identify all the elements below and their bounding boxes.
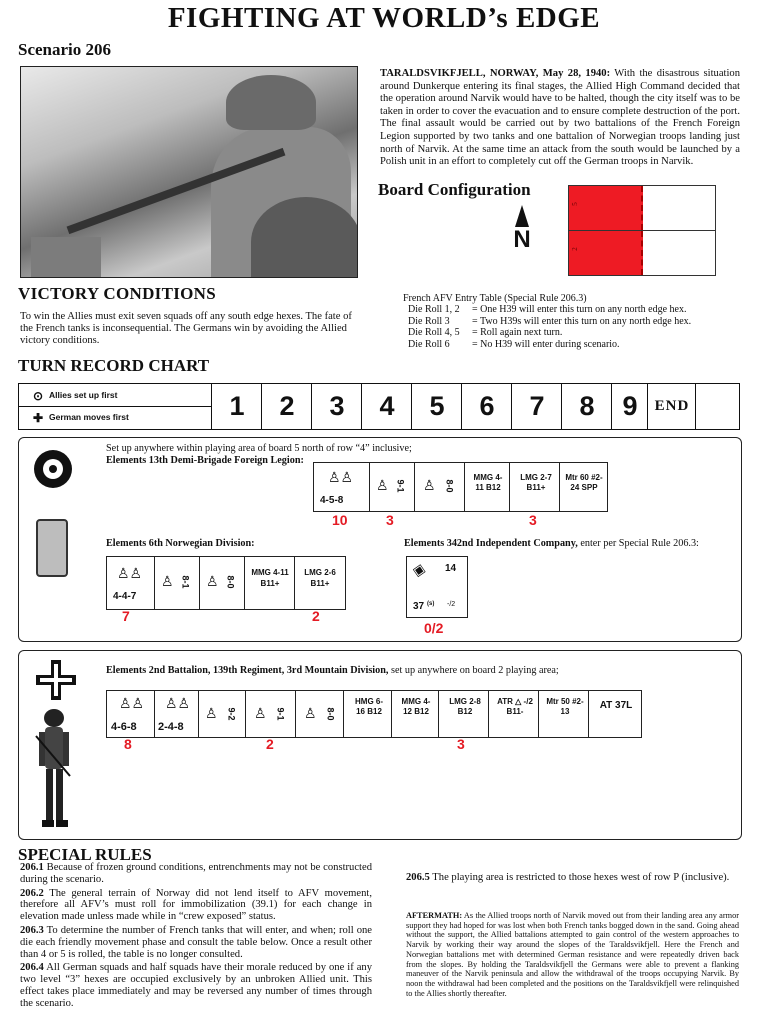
page-title: FIGHTING AT WORLD’s EDGE (167, 2, 601, 34)
afv-row: Die Roll 1, 2 = One H39 will enter this turn on any north edge hex. (408, 304, 687, 315)
unit-count: 3 (457, 736, 465, 752)
turn-cell: 4 (361, 384, 412, 429)
target-icon: ⊙ (32, 388, 44, 403)
unit-counter: ♙ 8-0 (295, 690, 345, 738)
turn-cell: 5 (411, 384, 462, 429)
intro-text: TARALDSVIKFJELL, NORWAY, May 28, 1940: With the disastrous situation around Dunkerque entering its final stages, the Allied High Command decided that the operation around Narvik would have to be halted, though the city itself was to be taken in order to cover the evacuation and to ensure complete destruction of the port. The final assault would be carried out by two battalions of the French Foreign Legion supported by two tanks and one battalion of Norwegian troops landing just north of Narvik. At the same time an attack from the south would be launched by a Polish unit in an effort to completely cut off the German troops in Narvik. (380, 68, 741, 168)
leader-icon: ♙ (304, 705, 317, 721)
turn-cell-end: END (647, 384, 696, 429)
unit-counter: ♙ 9-1 (245, 690, 297, 738)
rule-206-4: 206.4 All German squads and half squads have their morale reduced by one if any two level “3” hexes are occupied exclusively by an unbroken Allied unit. This effect takes place immediately and may be reversed any number of times through the scenario. (20, 962, 372, 1009)
turn-cell: 8 (561, 384, 612, 429)
cross-icon: ✚ (32, 410, 44, 425)
leader-icon: ♙ (423, 477, 436, 493)
allied-setup-text: Set up anywhere within playing area of board 5 north of row “4” inclusive; (106, 443, 412, 454)
leader-icon: ♙ (205, 705, 218, 721)
unit-counter: ♙♙ 2-4-8 (154, 690, 200, 738)
aftermath-text: AFTERMATH: As the Allied troops north of Narvik moved out from their landing area any armor support they had hoped for was lost when both French tanks bogged down in the sand. Going ahead without the support, the Allied battalions attempted to gain control of the western approaches to Narvik by working their way around the slopes of the Taraldsvikfjell. Here the French and Norwegian battalions met with determined German resistance and were repeatedly driven back from the slopes. By holding the Taraldsvikfjell the Germans were able to prevent a flanking maneuver of the Narvik peninsula and allow the withdrawal of the troops occupying Narvik. By noon the withdrawal had been completed and the positions on the Taraldsvikfjell were relinquished to the Allies shortly thereafter. (406, 911, 739, 998)
afv-row: Die Roll 6 = No H39 will enter during scenario. (408, 338, 620, 350)
unit-counter: LMG 2-8 B12 (438, 690, 490, 738)
unit-counter: ♙ 9-1 (369, 462, 416, 512)
unit-counter: ♙ 9-2 (198, 690, 247, 738)
leader-icon: ♙ (254, 705, 267, 721)
unit-counter: MMG 4-11 B12 (464, 462, 511, 512)
unit-counter: LMG 2-7 B11+ (509, 462, 561, 512)
board-config-heading: Board Configuration (378, 180, 531, 199)
leader-icon: ♙ (206, 573, 219, 589)
squad-icon: ♙♙ (165, 695, 191, 711)
unit-counter: Mtr 60 #2-24 SPP (559, 462, 608, 512)
unit-counter: ♙ 8-1 (154, 556, 201, 610)
victory-text: To win the Allies must exit seven squads off any south edge hexes. The fate of the French tanks is inconsequential. The Germans win by avoiding the Allied victory conditions. (20, 311, 352, 346)
afv-row: Die Roll 3 = Two H39s will enter this turn on any north edge hex. (408, 315, 692, 327)
legion-title: Elements 13th Demi-Brigade Foreign Legion: (106, 455, 304, 466)
scenario-number: Scenario 206 (18, 40, 112, 59)
board-2: 2 (568, 230, 716, 276)
unit-count: 10 (332, 512, 348, 528)
turn-cell: 1 (211, 384, 262, 429)
unit-count: 8 (124, 736, 132, 752)
unit-counter: ♙♙ 4-5-8 (313, 462, 371, 512)
special-rules-heading: SPECIAL RULES (18, 845, 152, 864)
unit-count: 3 (386, 512, 394, 528)
afv-table-title: French AFV Entry Table (Special Rule 206.3) (403, 293, 587, 304)
squad-icon: ♙♙ (328, 469, 354, 485)
afv-table (408, 304, 691, 350)
unit-counter: Mtr 50 #2-13 (538, 690, 590, 738)
special-rules-left (20, 862, 372, 1012)
turn-record-heading: TURN RECORD CHART (18, 356, 210, 375)
board-5: 5 (568, 185, 716, 231)
unit-count: 2 (266, 736, 274, 752)
unit-count: 3 (529, 512, 537, 528)
tank-icon (36, 519, 68, 577)
rule-206-2: 206.2 The general terrain of Norway did not lend itself to AFV movement, therefore all AFV’s must roll for immobilization (39.1) for each change in elevation made unless made while in “crew exposed” status. (20, 887, 372, 923)
squad-icon: ♙♙ (117, 565, 143, 581)
unit-counter: LMG 2-6 B11+ (294, 556, 346, 610)
afv-row: Die Roll 4, 5 = Roll again next turn. (408, 327, 563, 339)
tank-counter: ▣ 14 37 (s) -/2 (406, 556, 468, 618)
unit-count: 0/2 (424, 620, 444, 636)
unit-count: 2 (312, 608, 320, 624)
norwegian-title: Elements 6th Norwegian Division: (106, 538, 255, 549)
turn-cell: 3 (311, 384, 362, 429)
company-title: Elements 342nd Independent Company, enter per Special Rule 206.3: (404, 538, 699, 549)
turn-cell: 2 (261, 384, 312, 429)
rule-206-1: 206.1 Because of frozen ground conditions, entrenchments may not be constructed during the scenario. (20, 862, 372, 885)
german-moves-label: ✚ German moves first (19, 406, 211, 428)
turn-cell-blank (695, 384, 740, 429)
unit-counter: ♙♙ 4-4-7 (106, 556, 156, 610)
north-arrow-icon: N (507, 205, 537, 253)
unit-count: 7 (122, 608, 130, 624)
french-roundel-icon (34, 450, 72, 488)
victory-heading: VICTORY CONDITIONS (18, 284, 216, 303)
tank-icon: ▣ (410, 561, 428, 579)
leader-icon: ♙ (376, 477, 389, 493)
leader-icon: ♙ (161, 573, 174, 589)
turn-record-chart (18, 383, 740, 430)
historical-photo (20, 66, 358, 278)
balkenkreuz-icon (36, 660, 76, 700)
turn-cell: 7 (511, 384, 562, 429)
rule-206-5: 206.5 The playing area is restricted to those hexes west of row P (inclusive). (406, 872, 730, 883)
unit-counter: MMG 4-12 B12 (391, 690, 440, 738)
squad-icon: ♙♙ (119, 695, 145, 711)
unit-counter: ♙ 8-0 (414, 462, 466, 512)
unit-counter: HMG 6-16 B12 (343, 690, 393, 738)
rule-206-3: 206.3 To determine the number of French tanks that will enter, and when; roll one die each friendly movement phase and consult the table below. Once a result other than 4 or 5 is rolled, the table is no longer consulted. (20, 924, 372, 960)
turn-cell: 6 (461, 384, 512, 429)
german-setup-text: Elements 2nd Battalion, 139th Regiment, 3rd Mountain Division, set up anywhere on board 2 playing area; (106, 665, 559, 676)
german-soldier-icon (30, 706, 78, 834)
unit-counter: ATR △ -/2 B11- (488, 690, 540, 738)
unit-counter: AT 37L (588, 690, 642, 738)
allies-setup-label: ⊙ Allies set up first (19, 384, 211, 407)
unit-counter: ♙♙ 4-6-8 (106, 690, 156, 738)
unit-counter: ♙ 8-0 (199, 556, 246, 610)
unit-counter: MMG 4-11 B11+ (244, 556, 296, 610)
turn-cell: 9 (611, 384, 648, 429)
